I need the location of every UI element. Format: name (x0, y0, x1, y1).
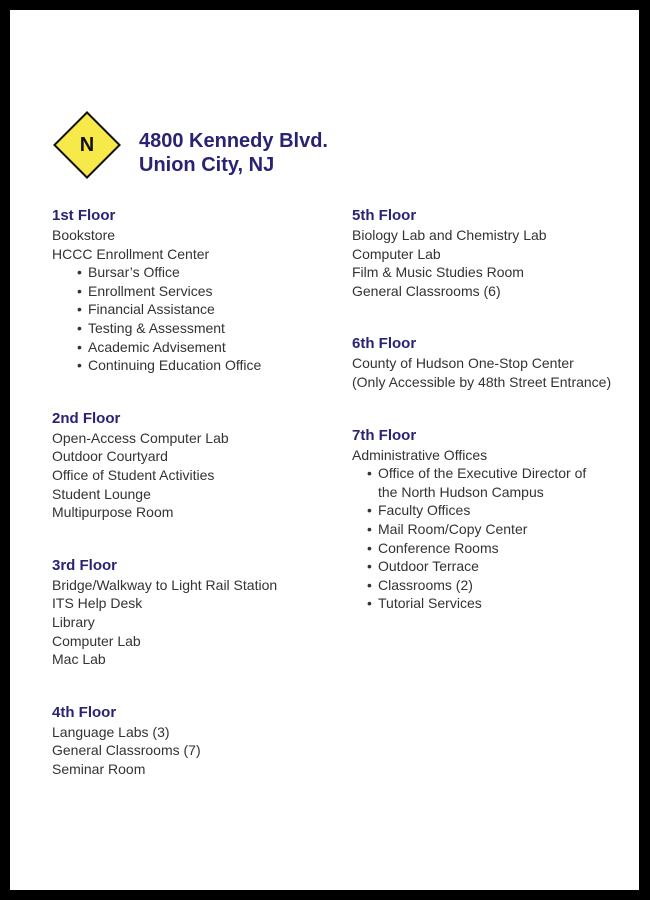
floor-5-item: Computer Lab (352, 245, 441, 262)
bullet-item: • Outdoor Terrace (352, 557, 611, 576)
floor-2-section (52, 409, 277, 522)
floor-5-title: 5th Floor (352, 207, 417, 224)
right-column (352, 206, 611, 631)
floor-3-title: 3rd Floor (52, 556, 118, 574)
floor-1-title: 1st Floor (52, 207, 116, 224)
floor-3-item: ITS Help Desk (52, 595, 143, 612)
bullet-text-line1: • Office of the Executive Director of (378, 465, 587, 482)
floor-4-title: 4th Floor (52, 703, 117, 721)
sign-letter: N (79, 134, 95, 156)
bullet-item: • Enrollment Services (52, 282, 277, 301)
address-block (139, 129, 328, 177)
floor-1-item: Bookstore (52, 227, 116, 243)
bullet-item (352, 464, 611, 501)
floor-7-title: 7th Floor (352, 426, 417, 444)
bullet-item: • Continuing Education Office (52, 356, 277, 375)
floor-3-item: Computer Lab (52, 632, 141, 649)
floor-2-item: Open-Access Computer Lab (52, 429, 229, 446)
floor-4-item: Language Labs (3) (52, 723, 170, 740)
address-street: 4800 Kennedy Blvd. (139, 130, 328, 152)
floor-7-item: Administrative Offices (352, 446, 488, 463)
floor-2-item: Multipurpose Room (52, 504, 174, 521)
floor-6-item: County of Hudson One-Stop Center (352, 355, 574, 372)
bullet-item: • Tutorial Services (352, 594, 611, 613)
floor-3-item: Bridge/Walkway to Light Rail Station (52, 576, 278, 593)
bullet-item: • Classrooms (2) (352, 576, 611, 595)
admin-offices-list (352, 464, 611, 613)
floor-6-title: 6th Floor (352, 335, 417, 353)
floor-3-section (52, 556, 277, 669)
bullet-item: • Testing & Assessment (52, 319, 277, 338)
floor-6-section (352, 334, 611, 391)
floor-1-item: HCCC Enrollment Center (52, 245, 210, 262)
floor-1-section (52, 206, 277, 375)
floor-2-item: Office of Student Activities (52, 466, 215, 483)
floor-5-item: Biology Lab and Chemistry Lab (352, 227, 547, 243)
address-city: Union City, NJ (139, 154, 275, 176)
floor-3-item: Mac Lab (52, 651, 106, 668)
floor-6-item: (Only Accessible by 48th Street Entrance) (352, 373, 612, 390)
floor-2-title: 2nd Floor (52, 409, 121, 427)
floor-4-section (52, 703, 277, 779)
north-diamond-sign (53, 111, 121, 179)
floor-5-section (352, 206, 611, 300)
bullet-item: • Conference Rooms (352, 539, 611, 558)
floor-7-section (352, 426, 611, 613)
bullet-item: • Faculty Offices (352, 501, 611, 520)
floor-4-item: General Classrooms (7) (52, 742, 201, 759)
floor-2-item: Outdoor Courtyard (52, 448, 168, 465)
floor-5-item: Film & Music Studies Room (352, 264, 524, 281)
bullet-item: • Bursar’s Office (52, 263, 277, 282)
bullet-text-line2: the North Hudson Campus (378, 483, 544, 500)
floor-5-item: General Classrooms (6) (352, 282, 501, 299)
left-column (52, 206, 277, 796)
bullet-item: • Mail Room/Copy Center (352, 520, 611, 539)
floor-directory-page (10, 10, 639, 890)
floor-3-item: Library (52, 613, 95, 630)
bullet-item: • Academic Advisement (52, 338, 277, 357)
enrollment-center-list (52, 263, 277, 375)
floor-4-item: Seminar Room (52, 760, 146, 777)
floor-2-item: Student Lounge (52, 485, 151, 502)
bullet-item: • Financial Assistance (52, 300, 277, 319)
